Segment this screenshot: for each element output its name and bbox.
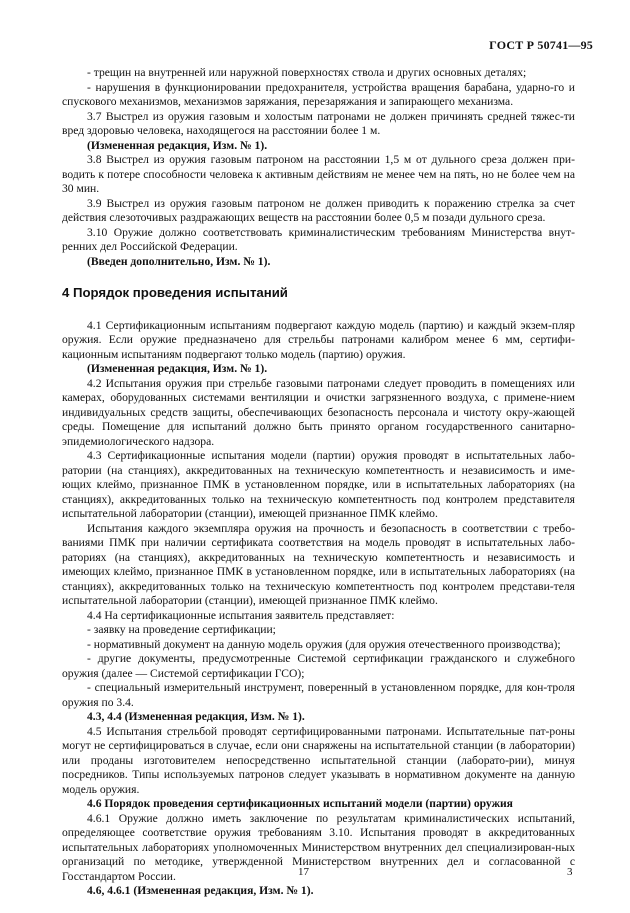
amendment-note: (Измененная редакция, Изм. № 1). (87, 362, 268, 375)
paragraph: 3.9 Выстрел из оружия газовым патроном не должен приводить к поражению стрелка за счет действия слезоточивых раздражающих веществ на расстоянии более 0,5 м позади дульного среза. (62, 196, 575, 224)
paragraph: - специальный измерительный инструмент, поверенный в установленном порядке, для кон-троля оружия по 3.4. (62, 681, 575, 709)
section-heading: 4 Порядок проведения испытаний (62, 285, 288, 300)
document-header-code: ГОСТ Р 50741—95 (489, 38, 593, 52)
paragraph: - нормативный документ на данную модель оружия (для оружия отечественного производства); (87, 637, 561, 651)
paragraph: 4.5 Испытания стрельбой проводят сертифицированными патронами. Испытательные пат-роны могут не сертифицироваться в случае, если они снаряжены на испытательной станции (в лаборатории) или проданы изготовителем непосредственно испытательной станции (лаборато-рии), минуя посредников. Типы используемых патронов следует указывать в нормативном документе на данную модель оружия. (62, 724, 575, 796)
paragraph: 3.8 Выстрел из оружия газовым патроном на расстоянии 1,5 м от дульного среза должен при-водить к потере способности человека к активным действиям не менее чем на пять, но не более чем на 30 мин. (62, 153, 575, 195)
paragraph: - трещин на внутренней или наружной поверхностях ствола и других основных деталях; (87, 66, 527, 79)
amendment-note: (Введен дополнительно, Изм. № 1). (87, 254, 271, 268)
paragraph: 4.1 Сертификационным испытаниям подвергают каждую модель (партию) и каждый экзем-пляр оружия. Если оружие предназначено для стрельбы патронами калибром менее 6 мм, сертифи-кационным испытаниям подвергают только модель (партию) оружия. (62, 318, 575, 361)
paragraph: 3.7 Выстрел из оружия газовым и холостым патронами не должен причинять средней тяжес-ти вред здоровью человека, находящегося на расстоянии более 1 м. (62, 109, 575, 137)
paragraph: - нарушения в функционировании предохранителя, устройства вращения барабана, ударно-го и спускового механизмов, механизмов заряжания, перезаряжания и запирающего механизма. (62, 80, 575, 108)
amendment-note: 4.6 Порядок проведения сертификационных испытаний модели (партии) оружия (87, 797, 513, 810)
amendment-note: (Измененная редакция, Изм. № 1). (87, 138, 268, 152)
amendment-note: 4.3, 4.4 (Измененная редакция, Изм. № 1). (87, 710, 305, 723)
paragraph: Испытания каждого экземпляра оружия на прочность и безопасность в соответствии с требо-ваниями ПМК при наличии сертификата соответствия на модель проводят в испытательных лабо-раториях (на станциях), аккредитованных на техническую компетентность и независимость и имеющих клеймо, признанное ПМК в установленном порядке, или в испытательных лабораториях (на станциях), аккредитованных только на техническую компетентность под контролем представи-теля испытательной лаборатории (станции), имеющей признанное ПМК клеймо. (62, 521, 575, 607)
paragraph: 4.3 Сертификационные испытания модели (партии) оружия проводят в испытательных лабо-ратории (на станциях), аккредитованных на техническую компетентность и независимость и име-ющих клеймо, признанное ПМК в установленном порядке, или в испытательных лабораториях (на станциях), аккредитованных только на техническую компетентность под контролем представителя испытательной лаборатории (станции), имеющей признанное ПМК клеймо. (62, 449, 575, 520)
amendment-note: 4.6, 4.6.1 (Измененная редакция, Изм. № 1). (87, 884, 314, 897)
sheet-number: 3 (567, 866, 573, 878)
document-body (62, 66, 575, 899)
page-number: 17 (298, 866, 309, 878)
paragraph: 4.4 На сертификационные испытания заявитель представляет: (87, 608, 395, 622)
paragraph: 4.6.1 Оружие должно иметь заключение по результатам криминалистических испытаний, определяющее соответствие оружия требованиям 3.10. Испытания проводят в аккредитованных испытательных лабораториях уполномоченных Министерством внутренних дел специализирован-ных организаций по методике, утвержденной Министерством внутренних дел и согласованной с Госстандартом России. (62, 811, 575, 883)
paragraph: 4.2 Испытания оружия при стрельбе газовыми патронами следует проводить в помещениях или камерах, оборудованных системами вентиляции и очистки загрязненного воздуха, с примене-нием индивидуальных средств защиты, обеспечивающих безопасность персонала и чистоту окру-жающей среды. Помещение для испытаний должно быть принято органом государственного санитарно-эпидемиологического надзора. (62, 376, 575, 448)
paragraph: - другие документы, предусмотренные Системой сертификации гражданского и служебного оружия (далее — Системой сертификации ГСО); (62, 652, 575, 680)
paragraph: - заявку на проведение сертификации; (87, 623, 276, 636)
paragraph: 3.10 Оружие должно соответствовать криминалистическим требованиям Министерства внут-ренних дел Российской Федерации. (62, 225, 575, 253)
